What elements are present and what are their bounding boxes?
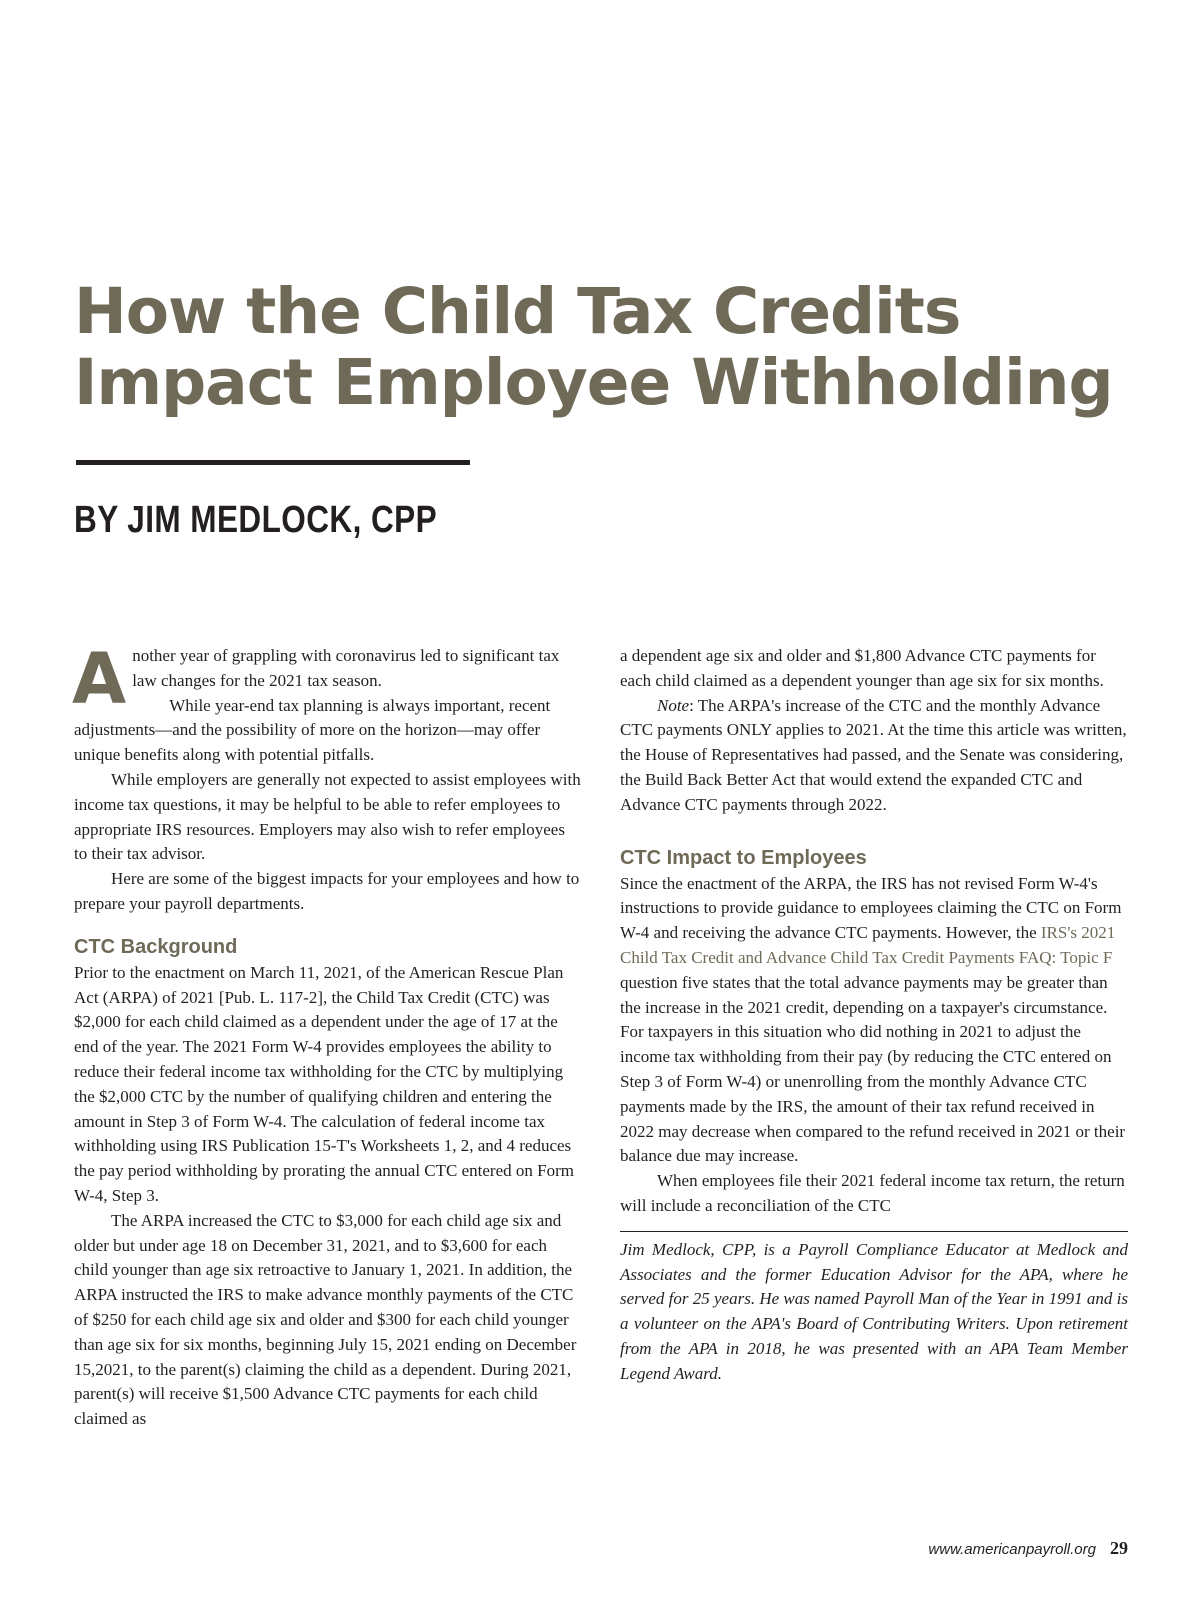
left-column xyxy=(72,638,582,1432)
right-column xyxy=(620,644,1128,1387)
title-divider xyxy=(76,460,470,465)
drop-cap: A xyxy=(72,638,127,720)
paragraph-text: Since the enactment of the ARPA, the IRS has not revised Form W-4's instructions to provide guidance to employees claiming the CTC on Form W-4 and receiving the advance CTC payments. However, the xyxy=(620,873,1122,943)
intro-paragraph xyxy=(72,638,582,720)
paragraph: The ARPA increased the CTC to $3,000 for each child age six and older but under age 18 on December 31, 2021, and to $3,600 for each child younger than age six retroactive to January 1, 2021. In addition, the ARPA instructed the IRS to make advance monthly payments of the CTC of $250 for each child age six and older and $300 for each child younger than age six for six months, beginning July 15, 2021 ending on December 15,2021, to the parent(s) claiming the child as a dependent. During 2021, parent(s) will receive $1,500 Advance CTC payments for each child claimed as xyxy=(74,1210,577,1429)
bio-divider xyxy=(620,1231,1128,1232)
footer-url[interactable]: www.americanpayroll.org xyxy=(928,1541,1096,1558)
paragraph: While year-end tax planning is always important, recent adjustments—and the possibility of more on the horizon—may offer unique benefits along with potential pitfalls. xyxy=(74,695,551,765)
title-line-2: Impact Employee Withholding xyxy=(74,346,1113,419)
note-text: : The ARPA's increase of the CTC and the monthly Advance CTC payments ONLY applies to 2021. At the time this article was written, the House of Representatives had passed, and the Senate was considering, the Build Back Better Act that would extend the expanded CTC and Advance CTC payments through 2022. xyxy=(620,695,1127,814)
note-label: Note xyxy=(657,695,690,715)
paragraph xyxy=(620,872,1128,1170)
note-paragraph xyxy=(620,694,1128,818)
section-heading-ctc-impact: CTC Impact to Employees xyxy=(620,846,867,869)
paragraph: a dependent age six and older and $1,800 Advance CTC payments for each child claimed as a dependent younger than age six for six months. xyxy=(620,646,1104,690)
author-bio: Jim Medlock, CPP, is a Payroll Compliance Educator at Medlock and Associates and the former Education Advisor for the APA, where he served for 25 years. He was named Payroll Man of the Year in 1991 and is a volunteer on the APA's Board of Contributing Writers. Upon retirement from the APA in 2018, he was presented with an APA Team Member Legend Award. xyxy=(620,1239,1128,1383)
byline: BY JIM MEDLOCK, CPP xyxy=(74,499,438,541)
paragraph: When employees file their 2021 federal income tax return, the return will include a reconciliation of the CTC xyxy=(620,1171,1125,1215)
article-title xyxy=(74,276,1154,418)
paragraph: Here are some of the biggest impacts for your employees and how to prepare your payroll departments. xyxy=(74,869,580,913)
paragraph-text: question five states that the total advance payments may be greater than the increase in the 2021 credit, depending on a taxpayer's circumstance. For taxpayers in this situation who did nothing in 2021 to adjust the income tax withholding from their pay (by reducing the CTC entered on Step 3 of Form W-4) or unenrolling from the monthly Advance CTC payments made by the IRS, the amount of their tax refund received in 2022 may decrease when compared to the refund received in 2021 or their balance due may increase. xyxy=(620,972,1126,1166)
paragraph: Prior to the enactment on March 11, 2021, of the American Rescue Plan Act (ARPA) of 2021 [Pub. L. 117-2], the Child Tax Credit (CTC) was $2,000 for each child claimed as a dependent under the age of 17 at the end of the year. The 2021 Form W-4 provides employees the ability to reduce their federal income tax withholding for the CTC by multiplying the $2,000 CTC by the number of qualifying children and entering the amount in Step 3 of Form W-4. The calculation of federal income tax withholding using IRS Publication 15-T's Worksheets 1, 2, and 4 reduces the pay period withholding by prorating the annual CTC entered on Form W-4, Step 3. xyxy=(74,962,574,1205)
title-line-1: How the Child Tax Credits xyxy=(74,275,961,348)
intro-text: nother year of grappling with coronavirus led to significant tax law changes for the 2021 tax season. xyxy=(132,646,560,690)
page-number: 29 xyxy=(1110,1538,1128,1558)
section-heading-ctc-background: CTC Background xyxy=(74,935,238,958)
irs-faq-link[interactable]: IRS's 2021 Child Tax Credit and Advance Child Tax Credit Payments FAQ: Topic F xyxy=(620,923,1116,967)
page-footer xyxy=(928,1538,1128,1560)
paragraph: While employers are generally not expected to assist employees with income tax questions, it may be helpful to be able to refer employees to appropriate IRS resources. Employers may also wish to refer employees to their tax advisor. xyxy=(74,769,581,864)
